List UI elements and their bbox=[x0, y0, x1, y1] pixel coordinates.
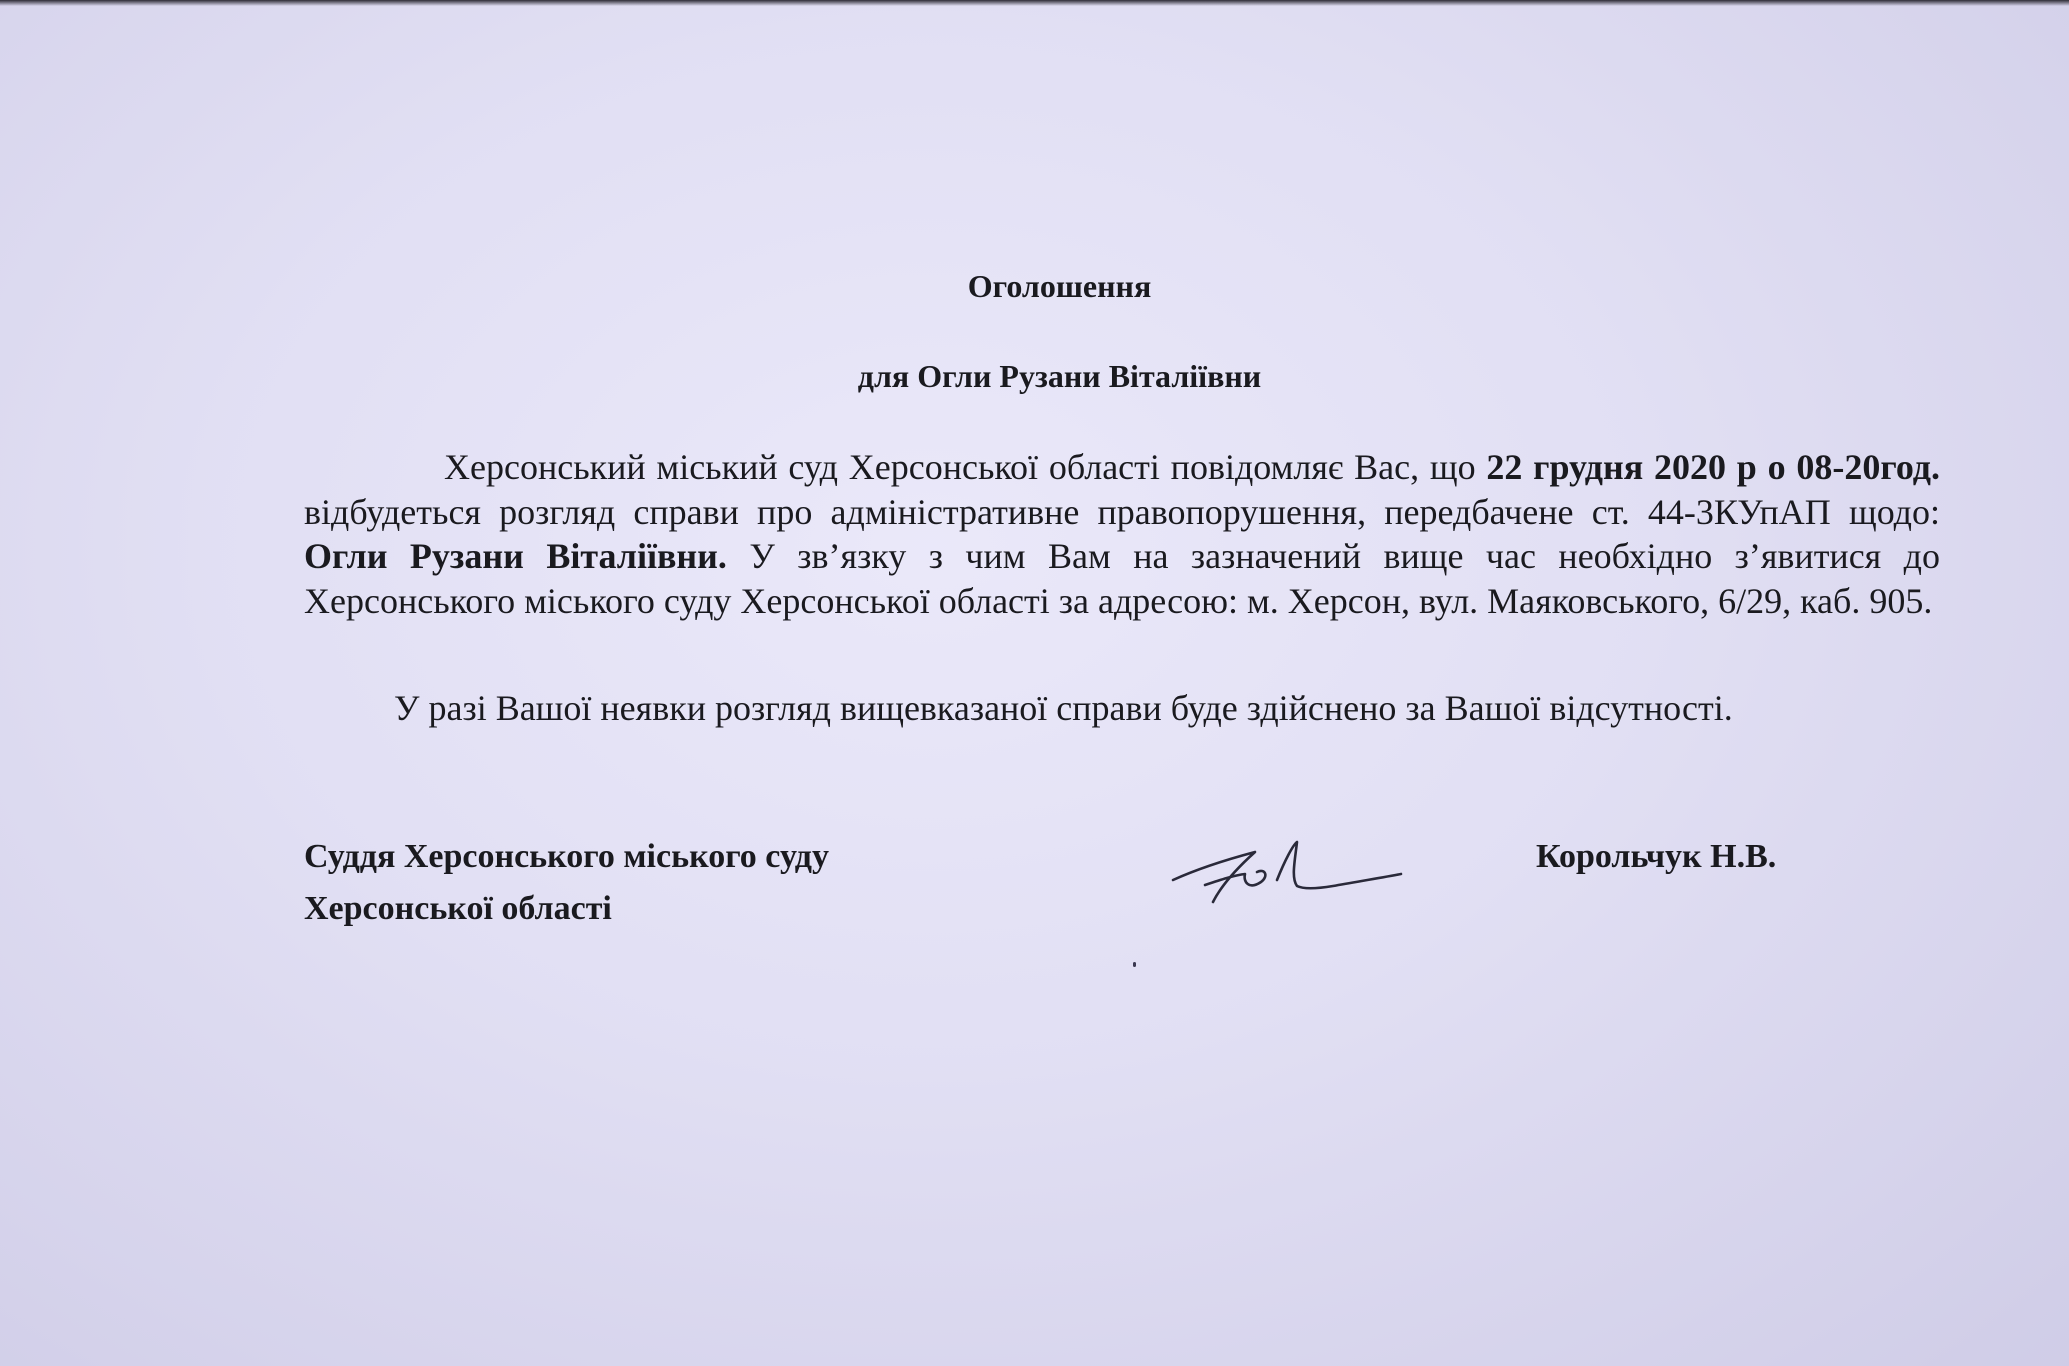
document-addressee: для Огли Рузани Віталіївни bbox=[857, 358, 1262, 394]
notice-text-part-1: Херсонський міський суд Херсонської області повідомляє Вас, що bbox=[444, 447, 1487, 487]
notice-text-part-3: У зв’язку з чим Вам на зазначений вище час необхідно з’явитися до Херсонського міського суду Херсонської області за адресою: м. Херсон, вул. Маяковського, 6/29, каб. 905. bbox=[304, 536, 1940, 621]
hearing-date-time: 22 грудня 2020 р о 08-20год. bbox=[1486, 447, 1940, 487]
page-edge-shadow bbox=[0, 0, 2069, 6]
judge-position bbox=[304, 831, 829, 935]
judge-position-line-1: Суддя Херсонського міського суду bbox=[304, 838, 830, 875]
notice-paragraph-2: У разі Вашої неявки розгляд вищевказаної справи буде здійснено за Вашої відсутності. bbox=[394, 688, 1733, 728]
notice-paragraph-1 bbox=[304, 445, 1940, 623]
notice-text-part-2: відбудеться розгляд справи про адміністративне правопорушення, передбачене ст. 44-3КУпАП щодо: bbox=[304, 491, 1940, 532]
document-title: Оголошення bbox=[967, 268, 1152, 304]
judge-name: Корольчук Н.В. bbox=[1536, 838, 1777, 875]
person-name: Огли Рузани Віталіївни. bbox=[304, 536, 727, 576]
handwritten-signature-icon bbox=[1165, 830, 1405, 910]
judge-position-line-2: Херсонської області bbox=[304, 890, 612, 927]
ink-dot bbox=[1133, 962, 1136, 967]
